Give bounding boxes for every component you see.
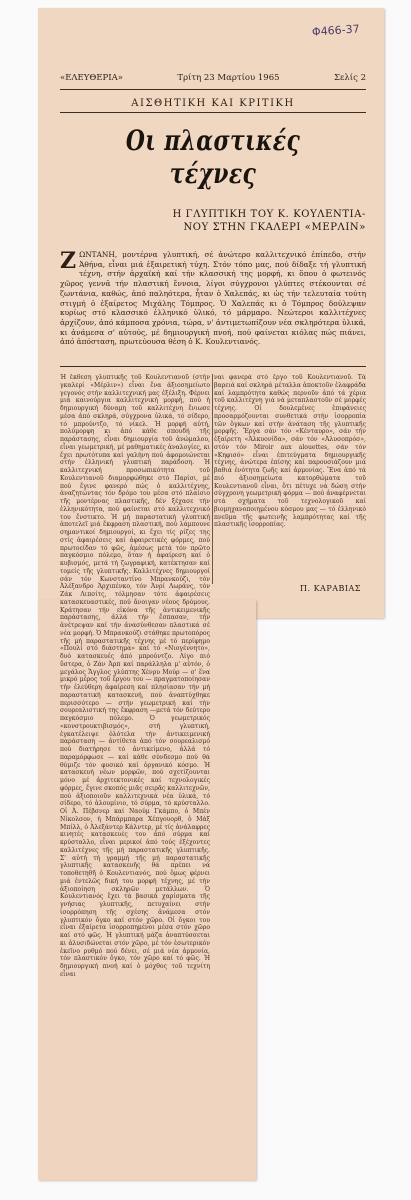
article-title: Οι πλαστικές τέχνες — [125, 124, 301, 190]
issue-date: Τρίτη 23 Μαρτίου 1965 — [177, 73, 280, 83]
author-signature: Π. ΚΑΡΑΒΙΑΣ — [300, 584, 361, 593]
article-column-2: ναι φανερά στό ἔργο τοῦ Κουλεντιανοῦ. Τά βαρειά καί σκληρά μέταλλα ἀποκτοῦν ἐλαφράδα καί λαμπρότητα καθώς περνοῦν ἀπό τά χέρια τοῦ καλλιτέχνη γιά νά μεταπλαστοῦν σέ μορφές τέχνης. Οἱ δουλεμένες ἐπιφάνειες προσαρμόζουνται συνθετικά στήν ἰσορροπία τῶν ὄγκων καί στήν ἀνάταση τῆς γλυπτικῆς μορφῆς. Ἔργα σάν τόν «Κένταυρο», σάν τήν ἐξαίρετη «Ἀλκυονίδα», σάν τόν «Ἀλυσοπρόσ», στόν τόν Miroir aux alouettes, σάν τόν «Κηφισό» εἶναι ἐπιτεύγματα δημιουργικῆς τέχνης, ἀνώτερα ἐπίσης καί παρουσιάζουν μιά βαθιά ἑνότητα ζωῆς καί ἁρμονίας. Ἕνα ἀπό τά πιό ἀξιοσημείωτα κατορθώματα τοῦ Κουλεντιανοῦ εἶναι, ὅτι πέτυχε νά δώση στήν σύγχρονη γεωμετρική φόρμα — πού ἀναφέρνεται στά σχήματα τοῦ τεχνολογικοῦ καί βιομηχανοποιημένου κόσμου μας — τό ἑλληνικό πνεῦμα τῆς φωτεινῆς λαμπρότητας καί τῆς πλαστικῆς ἰσορροπίας. — [214, 374, 366, 529]
lead-paragraph — [60, 250, 366, 360]
subtitle-line: Η ΓΛΥΠΤΙΚΗ ΤΟΥ Κ. ΚΟΥΛΕΝΤΙΑ- — [172, 209, 366, 220]
article-column-1: Ἡ ἔκθεση γλυπτικῆς τοῦ Κουλεντιανοῦ (στήν γκαλερί «Μέρλιν») εἶναι ἕνα ἀξιοσημείωτο γεγονός στήν καλλιτεχνική μας ἐξέλιξη. Φέρνει μιά καινούργια καλλιτεχνική μορφή, πού ἡ δημιουργική δύναμη τοῦ καλλιτέχνη ἔνιωσε μέσα ἀπό σκληρά, σύγχρονα ὑλικά, τό σίδερο, τό μπρούντζο, τό νίκελ. Ἡ μορφή αὐτή, πολύμορφη κι ἀπό κάθε σπουδή τῆς παράστασης, εἶναι δημιουργία τοῦ ἀνώμαλου, εἶναι γεωμετρική, μέ μαθηματικές ἀναλογίες, κι ἔχει πρωτότυπα καί γαλήνη πού ἀφομοιώνεται στήν ἑλληνική γλυπτική παράδοση. Ἡ καλλιτεχνική προσωπικότητα τοῦ Κουλεντιανοῦ διαμορφώθηκε στό Παρίσι, μέ πού ἔγινε φανερό πώς ὁ καλλιτέχνης, ἀναζητώντας τόν δρόμο του μέσα στό πλαίσιο τῆς μοντέρνας πλαστικῆς, δέν ξέχασε τήν ἑλληνικότητα, πού φαίνεται στό καλλιτεχνικό του ἔνστικτο. Ἡ μή παραστατική γλυπτική ἀποτελεῖ μιά ἔκφραση πλαστική, πού λάμπουνε σημαντικοί δημιουργοί, κι ἔχει τίς ρίζες της στίς ἀφαιρέσεις καί ἀφαιρετικές φόρμες, πού πρωτοείδαν τό φῶς, ἀμέσως μετά τόν πρῶτο παγκόσμιο πόλεμο, ὅταν ἡ ἀφαίρεση καί ὁ κυβισμός, μετά τή ζωγραφική, κατέκτησαν καί τομείς τῆς γλυπτικῆς. Καλλιτέχνες δημιουργοί σάν τόν Κωνσταντίνο Μπρανκούζι, τόν Ἀλέξανδρο Ἀρχιπένκο, τόν Ἀνρί Λωράνς, τόν Ζάκ Λιπσίτς, τόλμησαν τότε ἀφαιρέσεις κατασκευαστικές, πού ἄνοιγαν νέους δρόμους. Κράτησαν τήν εἰκόνα τῆς ἀντικειμενικῆς παράστασης, ἀλλά τήν ἔσπασαν, τήν ἀνέτρεψαν καί τήν ἀνασύνθεσαν πλαστικά σέ νέα μορφή. Ὁ Μπρανκούζι στάθηκε πρωτοπόρος τῆς μή παραστατικῆς τέχνης μέ τό περίφημο «Πουλί στό διάστημα» καί τό «Νιογέννητο», δυό κατασκευές ἀπό μπρούντζο. Λίγο πιό ὕστερα, ὁ Ζάν Ἀρπ καί παράλληλα μ' αὐτόν, ὁ μεγάλος Ἄγγλος γλύπτης Χένρυ Μούρ — σ' ἕνα μικρό μέρος τοῦ ἔργου του — πραγματοποίησαν τήν ἐλεύθερη ἀφαίρεση καί πλησίασαν τήν μή παραστατική κατασκευή, πού ἀναπτύχθηκε περισσότερο — στήν γεωμετρική καί τήν σουρεαλιστική της ἔκφραση —μετά τόν δεύτερο παγκόσμιο πόλεμο. Ὁ γεωμετρικός «κονστρουκτιβισμός», στή γλυπτική, ἐγκατέλειψε ὁλότελα τήν ἀντικειμενική παράσταση — ἀντίθετα ἀπό τόν σουρεαλισμό πού διατήρησε τό ἀντικείμενο, ἀλλά τό παραμόρφωσε — καί κάθε σύνδεσμο πού θά θύμιζε τόν φυσικό καί ὀργανικό κόσμο. Ἡ κατασκευή νέων μορφῶν, πού σχετίζουνται μόνο μέ ἀρχιτεκτονικές καί τεχνολογικές φόρμες, ἔγινε σκοπός μιᾶς σειρᾶς καλλιτεχνῶν, πού ἀξιοποιοῦν καλλιτεχνικά νέα ὑλικά, τό σίδερο, τό ἀλουμίνιο, τό σύρμα, τό κρύσταλλο. Οἱ Ἀ. Πέβσνερ καί Ναούμ Γκάμπο, ὁ Μπέν Νίκολσον, ἡ Μπάρμπαρα Χέπγουορθ, ὁ Μάξ Μπίλλ, ὁ Ἀλεξάντερ Κάλντερ, μέ τίς ἀνάλαφρες κινητές κατασκευές του ἀπό σύρμα καί κρύσταλλο, εἶναι μερικοί ἀπό τούς ἐξέχοντες καλλιτέχνες τῆς μή παραστατικῆς γλυπτικῆς. Σ' αὐτή τή γραμμή τῆς μή παραστατικῆς γλυπτικῆς κατασκευῆς θά πρέπει νά τοποθετηθῆ ὁ Κουλεντιανός, πού ὅμως φέρνει μιά ἐντελῶς δική του μορφή τέχνης, μέ τήν ἀξιοποίηση σκληρῶν μετάλλων. Ὁ Κουλεντιανός ἔχει τά βασικά χαρίσματα τῆς γνήσιας γλυπτικῆς, πετυχαίνει στήν ἰσορρόπηση τῆς σχέσης ἀνάμεσα στόν γλυπτικόν ὄγκο καί στόν χῶρο. Οἱ ὄγκοι του εἶναι ἐξαίρετα ἰσορροπημένοι μέσα στόν χῶρο καί στό φῶς. Ἡ γλυπτική μάζα ἀναπτύσσεται κι ἀλυσιδώνεται στόν χῶρο, μέ τόν ἐσωτερικόν ἐκεῖνο ρυθμό πού δένει, σέ μιά νέα ἁρμονία, τόν πλαστικόν ὄγκο, τόν χῶρο καί τό φῶς. Ἡ δημιουργική πνοή καί ὁ μόχθος τοῦ τεχνίτη εἶναι — [60, 374, 210, 978]
header-rule — [60, 89, 366, 90]
newspaper-header — [60, 73, 366, 87]
archive-number: Φ466-37 — [311, 22, 361, 39]
newspaper-name: «ΕΛΕΥΘΕΡΙΑ» — [60, 73, 123, 83]
page-number: Σελίς 2 — [333, 73, 366, 83]
drop-cap: Ζ — [60, 250, 77, 274]
lead-rule — [60, 366, 366, 367]
column-divider — [212, 374, 213, 584]
subtitle-line: ΝΟΥ ΣΤΗΝ ΓΚΑΛΕΡΙ «ΜΕΡΛΙΝ» — [183, 222, 366, 233]
section-title: ΑΙΣΘΗΤΙΚΗ ΚΑΙ ΚΡΙΤΙΚΗ — [131, 98, 295, 109]
article-subtitle — [116, 208, 366, 234]
lead-text: ΩΝΤΑΝΗ, μοντέρνα γλυπτική, σέ ἀνώτερο καλλιτεχνικό ἐπίπεδο, στήν Ἀθήνα, εἶναι μιά ἐξαιρετική τύχη. Στόν τόπο μας, πού δίδαξε τή γλυπτική τέχνη, στήν ἀρχαϊκή καί τήν κλασσική της μορφή, κι ὅπου ὁ φωτεινός χῶρος γεννᾶ τήν πλαστική ἔννοια, λίγοι σύγχρονοι γλύπτες στέκουνται σέ ζωντάνια, καθώς, ἀπό παληότερα, ἦταν ὁ Χαλεπάς, κι ὡς τήν τελευταία τούτη στιγμή ὁ ἐξαίρετος Μιχάλης Τόμπρος. Ὁ Χαλεπάς κι ὁ Τόμπρος δούλεψαν κυρίως στό κλασσικό ἑλληνικό ὑλικό, τό μάρμαρο. Νεώτεροι καλλιτέχνες ἀρχίζουν, ἀπό κάμποσα χρόνια, τώρα, ν' ἀντιμετωπίζουν νέα σκληρότερα ὑλικά, κι ἀνάμεσα σ' αὐτούς, μέ δημιουργική πνοή, πού φαίνεται κιόλας πώς πιάνει, ἀπό ἀπόσταση, πρωτεύουσα θέση ὁ Κ. Κουλεντιανός. — [60, 250, 366, 347]
section-rule — [60, 112, 366, 113]
